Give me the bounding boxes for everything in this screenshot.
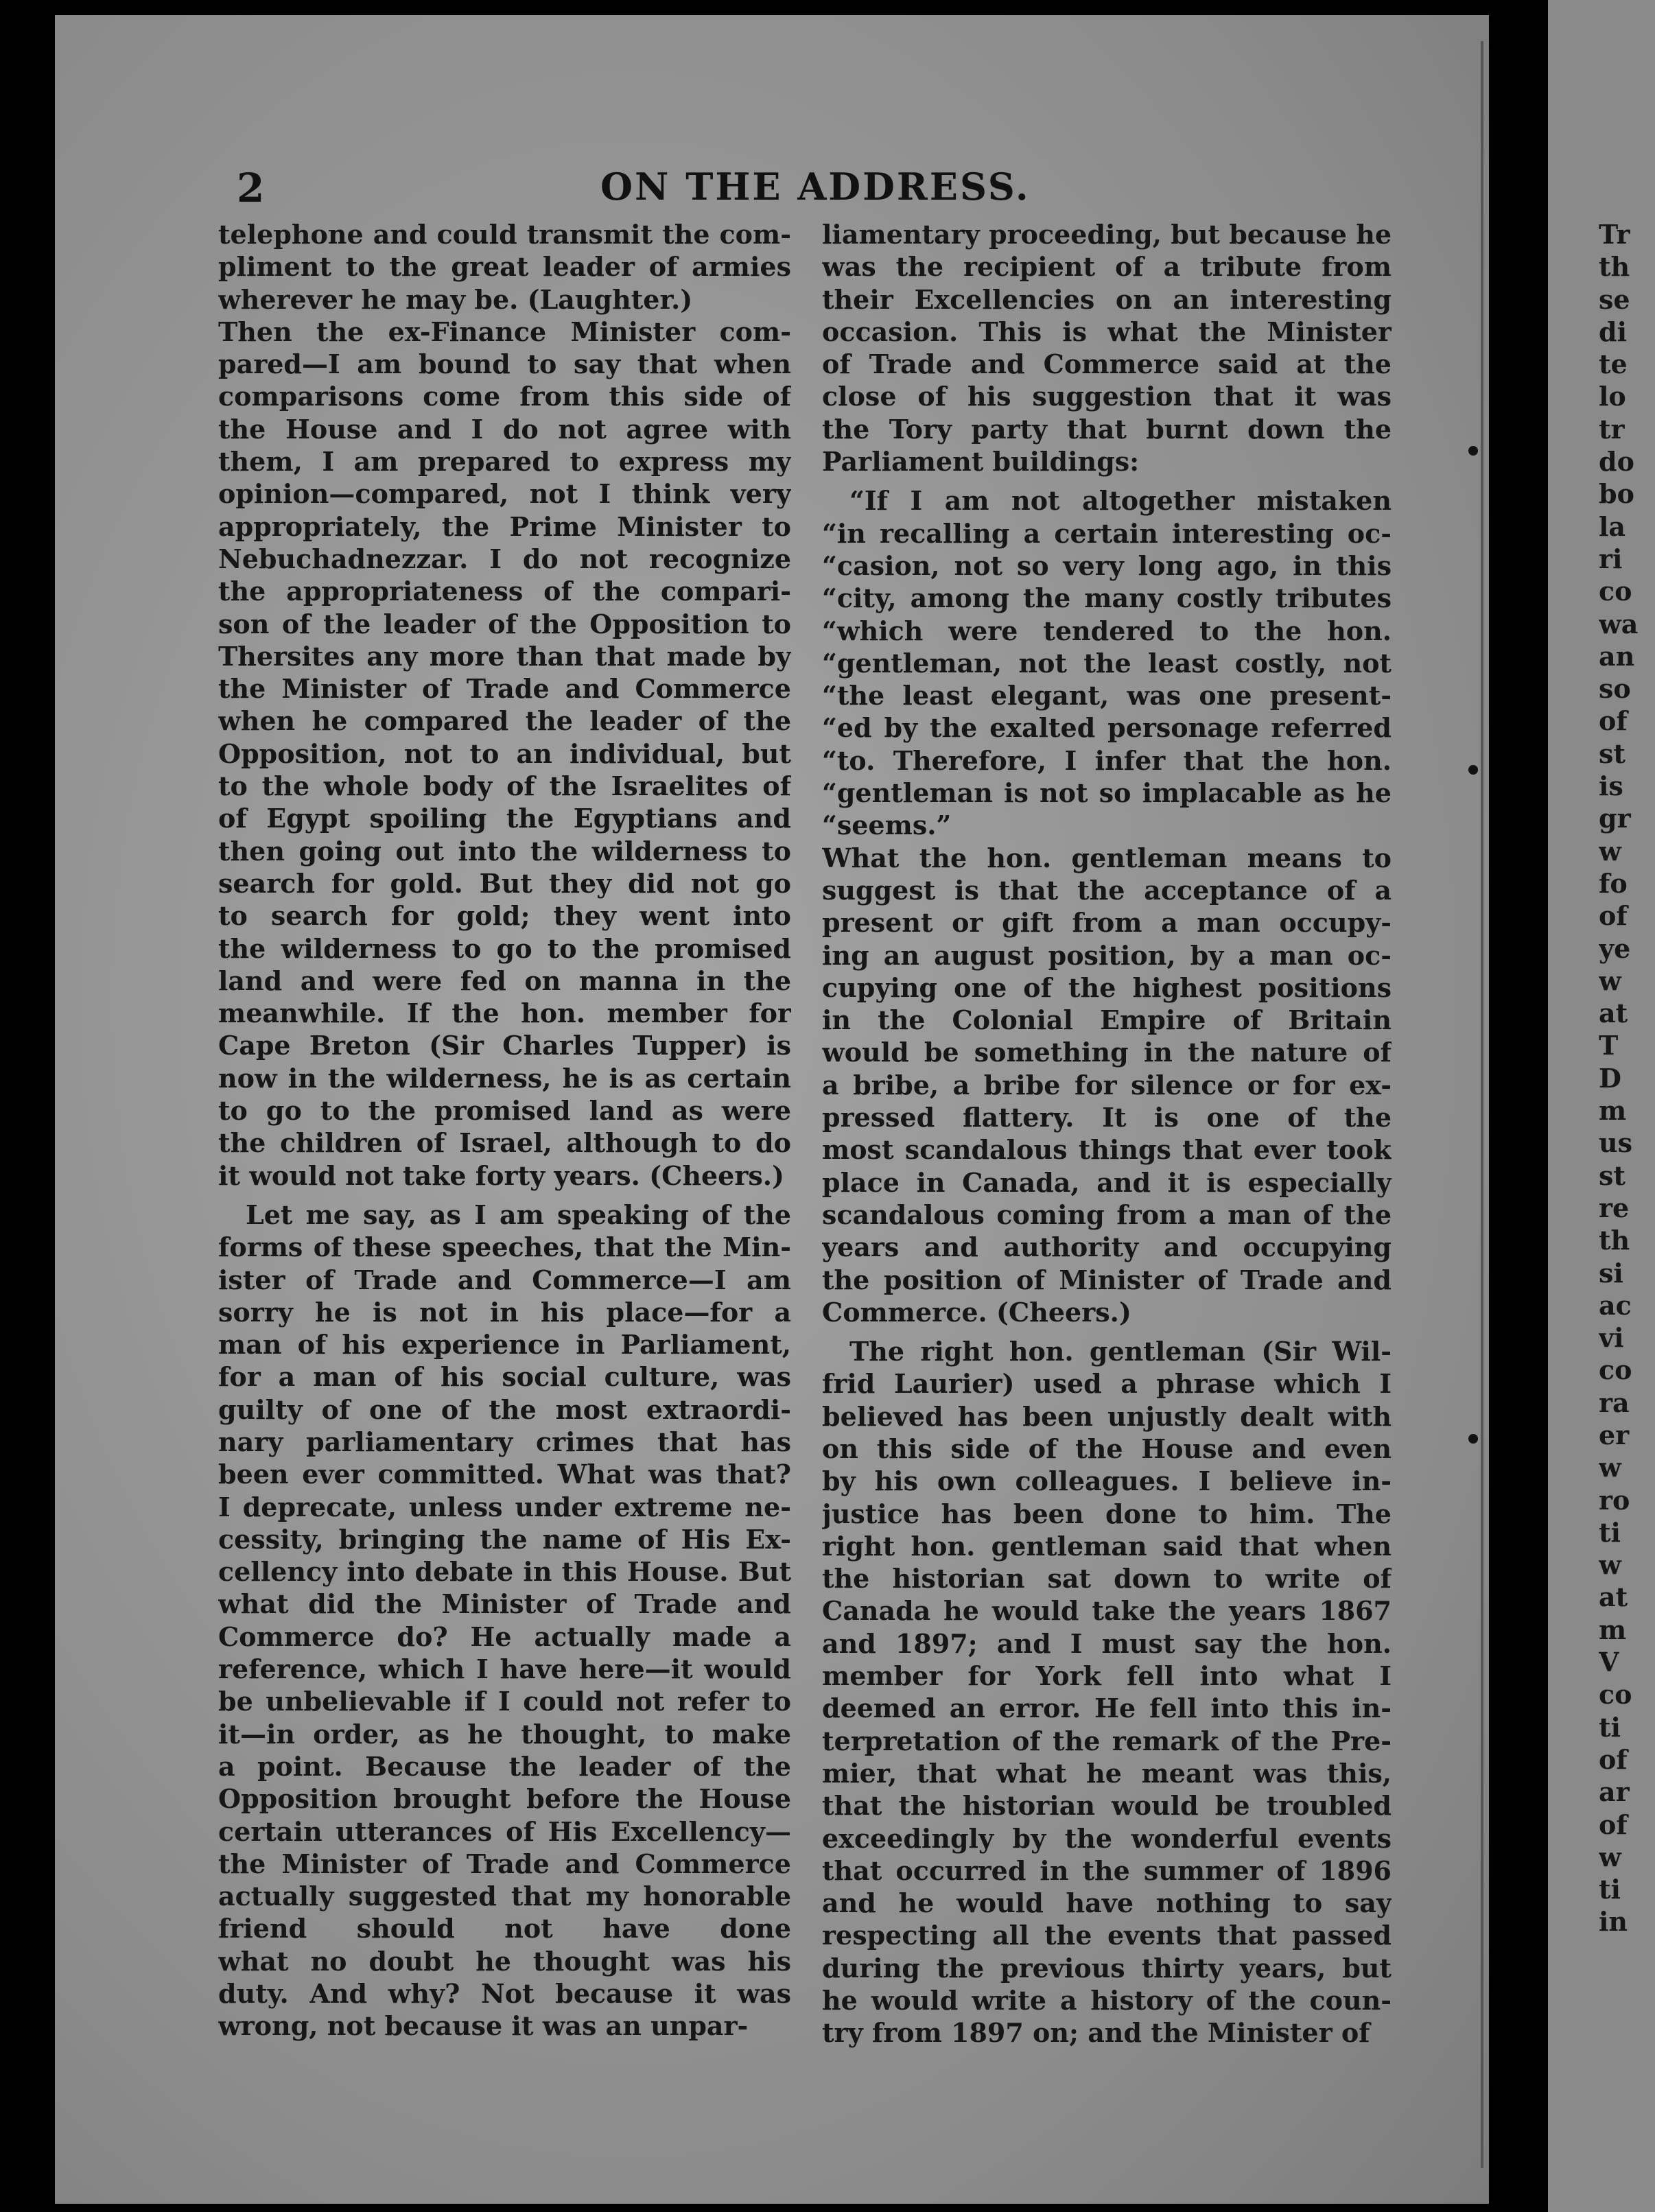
text-line: right hon. gentleman said that when xyxy=(822,1530,1392,1562)
text-line: reference, which I have here—it would xyxy=(218,1654,791,1685)
paragraph-gap xyxy=(218,1192,791,1199)
facing-page-fragment: w xyxy=(1599,965,1621,996)
facing-page-fragment: co xyxy=(1599,576,1632,607)
text-line: “seems.” xyxy=(822,810,952,841)
text-line: was the recipient of a tribute from xyxy=(822,251,1392,283)
text-line: of Trade and Commerce said at the xyxy=(822,349,1392,380)
page-fold xyxy=(1481,41,1483,2168)
text-line: the House and I do not agree with xyxy=(218,413,791,445)
facing-page-fragment: ro xyxy=(1599,1484,1630,1516)
facing-page-fragment: te xyxy=(1599,349,1628,380)
text-line: to the whole body of the Israelites of xyxy=(218,770,791,802)
text-line: and he would have nothing to say xyxy=(822,1887,1392,1919)
text-line: present or gift from a man occupy- xyxy=(822,907,1392,939)
text-line: cupying one of the highest positions xyxy=(822,972,1392,1003)
facing-page-fragment: th xyxy=(1599,251,1630,283)
facing-page-fragment: ye xyxy=(1599,932,1631,964)
text-line: most scandalous things that ever took xyxy=(822,1134,1392,1166)
text-line: for a man of his social culture, was xyxy=(218,1361,791,1393)
text-line: “to. Therefore, I infer that the hon. xyxy=(822,744,1392,776)
facing-page-fragment: is xyxy=(1599,770,1623,802)
facing-page-fragment: ra xyxy=(1599,1387,1630,1418)
text-line: “gentleman is not so implacable as he xyxy=(822,777,1392,809)
text-line: telephone and could transmit the com- xyxy=(218,219,791,250)
facing-page-fragment: ar xyxy=(1599,1776,1630,1808)
text-line: “city, among the many costly tributes xyxy=(822,583,1392,614)
text-line: that occurred in the summer of 1896 xyxy=(822,1855,1392,1886)
text-line: by his own colleagues. I believe in- xyxy=(822,1466,1392,1497)
text-line: the Tory party that burnt down the xyxy=(822,413,1392,445)
page-number: 2 xyxy=(237,165,265,211)
text-line: believed has been unjustly dealt with xyxy=(822,1400,1392,1432)
text-line: cessity, bringing the name of His Ex- xyxy=(218,1523,791,1555)
text-line: Commerce. (Cheers.) xyxy=(822,1296,1131,1328)
text-line: it—in order, as he thought, to make xyxy=(218,1718,791,1750)
text-line: friend should not have done xyxy=(218,1913,791,1944)
text-line: nary parliamentary crimes that has xyxy=(218,1426,791,1457)
facing-page-fragment: st xyxy=(1599,1160,1625,1191)
text-line: Nebuchadnezzar. I do not recognize xyxy=(218,543,791,574)
facing-page-fragment: lo xyxy=(1599,381,1626,412)
facing-page-fragment: w xyxy=(1599,1549,1621,1581)
text-line: Parliament buildings: xyxy=(822,446,1140,478)
facing-page-fragment: la xyxy=(1599,510,1626,542)
facing-page-fragment: w xyxy=(1599,835,1621,867)
facing-page-fragment: fo xyxy=(1599,867,1628,899)
text-line: “casion, not so very long ago, in this xyxy=(822,550,1392,581)
text-line: and 1897; and I must say the hon. xyxy=(822,1627,1392,1659)
text-line: a bribe, a bribe for silence or for ex- xyxy=(822,1069,1392,1101)
text-line: guilty of one of the most extraordi- xyxy=(218,1393,791,1425)
binding-hole xyxy=(1468,765,1478,775)
text-line: frid Laurier) used a phrase which I xyxy=(822,1368,1392,1400)
facing-page-fragment: st xyxy=(1599,738,1625,769)
facing-page-fragment: m xyxy=(1599,1095,1627,1127)
text-line: “If I am not altogether mistaken xyxy=(849,485,1392,517)
text-line: “the least elegant, was one present- xyxy=(822,680,1392,711)
text-line: to search for gold; they went into xyxy=(218,900,791,932)
text-line: suggest is that the acceptance of a xyxy=(822,874,1392,906)
facing-page-fragment: of xyxy=(1599,1743,1628,1775)
text-line: What the hon. gentleman means to xyxy=(822,842,1392,873)
text-line: cellency into debate in this House. But xyxy=(218,1556,791,1588)
text-line: mier, that what he meant was this, xyxy=(822,1757,1392,1789)
text-line: terpretation of the remark of the Pre- xyxy=(822,1725,1392,1756)
text-line: in the Colonial Empire of Britain xyxy=(822,1004,1392,1036)
text-line: “in recalling a certain interesting oc- xyxy=(822,517,1392,549)
facing-page-fragment: ti xyxy=(1599,1711,1621,1743)
binding-hole xyxy=(1468,1434,1478,1444)
text-line: respecting all the events that passed xyxy=(822,1920,1392,1951)
facing-page-fragment: Tr xyxy=(1599,219,1630,250)
facing-page-fragment: of xyxy=(1599,900,1628,932)
text-line: land and were fed on manna in the xyxy=(218,965,791,996)
text-line: their Excellencies on an interesting xyxy=(822,283,1392,315)
text-line: exceedingly by the wonderful events xyxy=(822,1822,1392,1854)
text-line: opinion—compared, not I think very xyxy=(218,478,791,510)
text-line: during the previous thirty years, but xyxy=(822,1952,1392,1984)
text-line: that the historian would be troubled xyxy=(822,1790,1392,1822)
facing-page-fragment: co xyxy=(1599,1354,1632,1386)
text-line: meanwhile. If the hon. member for xyxy=(218,998,791,1029)
facing-page-fragment: ri xyxy=(1599,543,1623,574)
facing-page-fragment: er xyxy=(1599,1419,1630,1450)
text-line: them, I am prepared to express my xyxy=(218,446,791,478)
text-line: I deprecate, unless under extreme ne- xyxy=(218,1491,791,1522)
text-line: on this side of the House and even xyxy=(822,1433,1392,1464)
text-line: place in Canada, and it is especially xyxy=(822,1166,1392,1198)
text-line: appropriately, the Prime Minister to xyxy=(218,510,791,542)
text-line: Then the ex-Finance Minister com- xyxy=(218,316,791,347)
text-line: son of the leader of the Opposition to xyxy=(218,608,791,639)
paragraph-gap xyxy=(822,478,1392,484)
text-line: sorry he is not in his place—for a xyxy=(218,1296,791,1328)
text-line: deemed an error. He fell into this in- xyxy=(822,1693,1392,1724)
facing-page-fragment: so xyxy=(1599,673,1631,705)
text-line: ing an august position, by a man oc- xyxy=(822,939,1392,971)
text-line: the appropriateness of the compari- xyxy=(218,576,791,607)
facing-page-fragment: di xyxy=(1599,316,1628,347)
text-line: what no doubt he thought was his xyxy=(218,1945,791,1977)
text-line: the children of Israel, although to do xyxy=(218,1127,791,1159)
text-line: of Egypt spoiling the Egyptians and xyxy=(218,803,791,834)
text-line: certain utterances of His Excellency— xyxy=(218,1815,791,1847)
text-line: duty. And why? Not because it was xyxy=(218,1978,791,2010)
facing-page-fragment: at xyxy=(1599,998,1628,1029)
facing-page-fragment: m xyxy=(1599,1614,1627,1645)
text-line: search for gold. But they did not go xyxy=(218,867,791,899)
text-line: comparisons come from this side of xyxy=(218,381,791,412)
facing-page-fragment: vi xyxy=(1599,1322,1624,1354)
text-line: pared—I am bound to say that when xyxy=(218,349,791,380)
text-line: justice has been done to him. The xyxy=(822,1498,1392,1529)
text-line: wherever he may be. (Laughter.) xyxy=(218,283,693,315)
text-line: what did the Minister of Trade and xyxy=(218,1588,791,1620)
right-column xyxy=(822,218,1392,2049)
facing-page-fragment: bo xyxy=(1599,478,1634,510)
facing-page-fragment: us xyxy=(1599,1127,1633,1159)
facing-page-fragment: th xyxy=(1599,1225,1630,1256)
facing-page-fragments xyxy=(1599,218,1654,1938)
text-line: occasion. This is what the Minister xyxy=(822,316,1392,347)
paragraph-gap xyxy=(822,1328,1392,1335)
facing-page-fragment: of xyxy=(1599,705,1628,737)
text-line: actually suggested that my honorable xyxy=(218,1881,791,1912)
text-line: then going out into the wilderness to xyxy=(218,835,791,867)
text-line: Canada he would take the years 1867 xyxy=(822,1595,1392,1627)
text-line: the position of Minister of Trade and xyxy=(822,1264,1392,1295)
running-head: ON THE ADDRESS. xyxy=(600,165,1031,209)
text-line: when he compared the leader of the xyxy=(218,705,791,737)
text-line: it would not take forty years. (Cheers.) xyxy=(218,1160,784,1191)
facing-page-fragment: of xyxy=(1599,1809,1628,1840)
text-line: pliment to the great leader of armies xyxy=(218,251,791,283)
text-line: member for York fell into what I xyxy=(822,1660,1392,1692)
text-line: “ed by the exalted personage referred xyxy=(822,712,1392,744)
facing-page-fragment: si xyxy=(1599,1257,1623,1289)
text-line: Let me say, as I am speaking of the xyxy=(246,1199,791,1230)
text-line: Opposition brought before the House xyxy=(218,1783,791,1815)
facing-page-fragment: ti xyxy=(1599,1516,1621,1548)
facing-page-fragment: do xyxy=(1599,446,1634,478)
text-line: Thersites any more than that made by xyxy=(218,640,791,672)
text-line: forms of these speeches, that the Min- xyxy=(218,1232,791,1263)
facing-page-fragment: tr xyxy=(1599,413,1625,445)
facing-page-fragment: an xyxy=(1599,640,1635,672)
facing-page-fragment: D xyxy=(1599,1062,1621,1094)
left-column xyxy=(218,218,791,2043)
text-line: close of his suggestion that it was xyxy=(822,381,1392,412)
facing-page-fragment: at xyxy=(1599,1581,1628,1613)
text-line: the Minister of Trade and Commerce xyxy=(218,673,791,705)
facing-page-fragment: in xyxy=(1599,1906,1628,1938)
facing-page-fragment: ti xyxy=(1599,1874,1621,1905)
text-line: the wilderness to go to the promised xyxy=(218,932,791,964)
facing-page-fragment: V xyxy=(1599,1647,1619,1678)
text-line: man of his experience in Parliament, xyxy=(218,1329,791,1361)
text-line: to go to the promised land as were xyxy=(218,1095,791,1127)
text-line: try from 1897 on; and the Minister of xyxy=(822,2017,1370,2049)
text-line: Commerce do? He actually made a xyxy=(218,1621,791,1652)
facing-page-fragment: re xyxy=(1599,1192,1630,1223)
text-line: Opposition, not to an individual, but xyxy=(218,738,791,769)
text-line: Cape Breton (Sir Charles Tupper) is xyxy=(218,1030,791,1061)
facing-page-fragment: se xyxy=(1599,283,1630,315)
facing-page-fragment: gr xyxy=(1599,803,1631,834)
binding-hole xyxy=(1468,446,1478,456)
text-line: be unbelievable if I could not refer to xyxy=(218,1686,791,1717)
facing-page-fragment: wa xyxy=(1599,608,1639,639)
facing-page-fragment: ac xyxy=(1599,1289,1632,1321)
text-line: liamentary proceeding, but because he xyxy=(822,219,1392,250)
text-line: wrong, not because it was an unpar- xyxy=(218,2010,749,2042)
facing-page-fragment: co xyxy=(1599,1679,1632,1710)
facing-page-fragment: T xyxy=(1599,1030,1619,1061)
text-line: “gentleman, not the least costly, not xyxy=(822,647,1392,679)
text-line: been ever committed. What was that? xyxy=(218,1459,791,1490)
text-line: the historian sat down to write of xyxy=(822,1563,1392,1595)
text-line: “which were tendered to the hon. xyxy=(822,615,1392,646)
text-line: ister of Trade and Commerce—I am xyxy=(218,1264,791,1295)
facing-page-fragment: w xyxy=(1599,1841,1621,1872)
text-line: scandalous coming from a man of the xyxy=(822,1199,1392,1230)
text-line: a point. Because the leader of the xyxy=(218,1750,791,1782)
facing-page-fragment: w xyxy=(1599,1452,1621,1483)
text-line: pressed flattery. It is one of the xyxy=(822,1102,1392,1133)
text-line: now in the wilderness, he is as certain xyxy=(218,1062,791,1094)
text-line: the Minister of Trade and Commerce xyxy=(218,1848,791,1879)
text-line: The right hon. gentleman (Sir Wil- xyxy=(849,1336,1392,1367)
text-line: he would write a history of the coun- xyxy=(822,1985,1392,2016)
text-line: would be something in the nature of xyxy=(822,1037,1392,1068)
text-line: years and authority and occupying xyxy=(822,1232,1392,1263)
